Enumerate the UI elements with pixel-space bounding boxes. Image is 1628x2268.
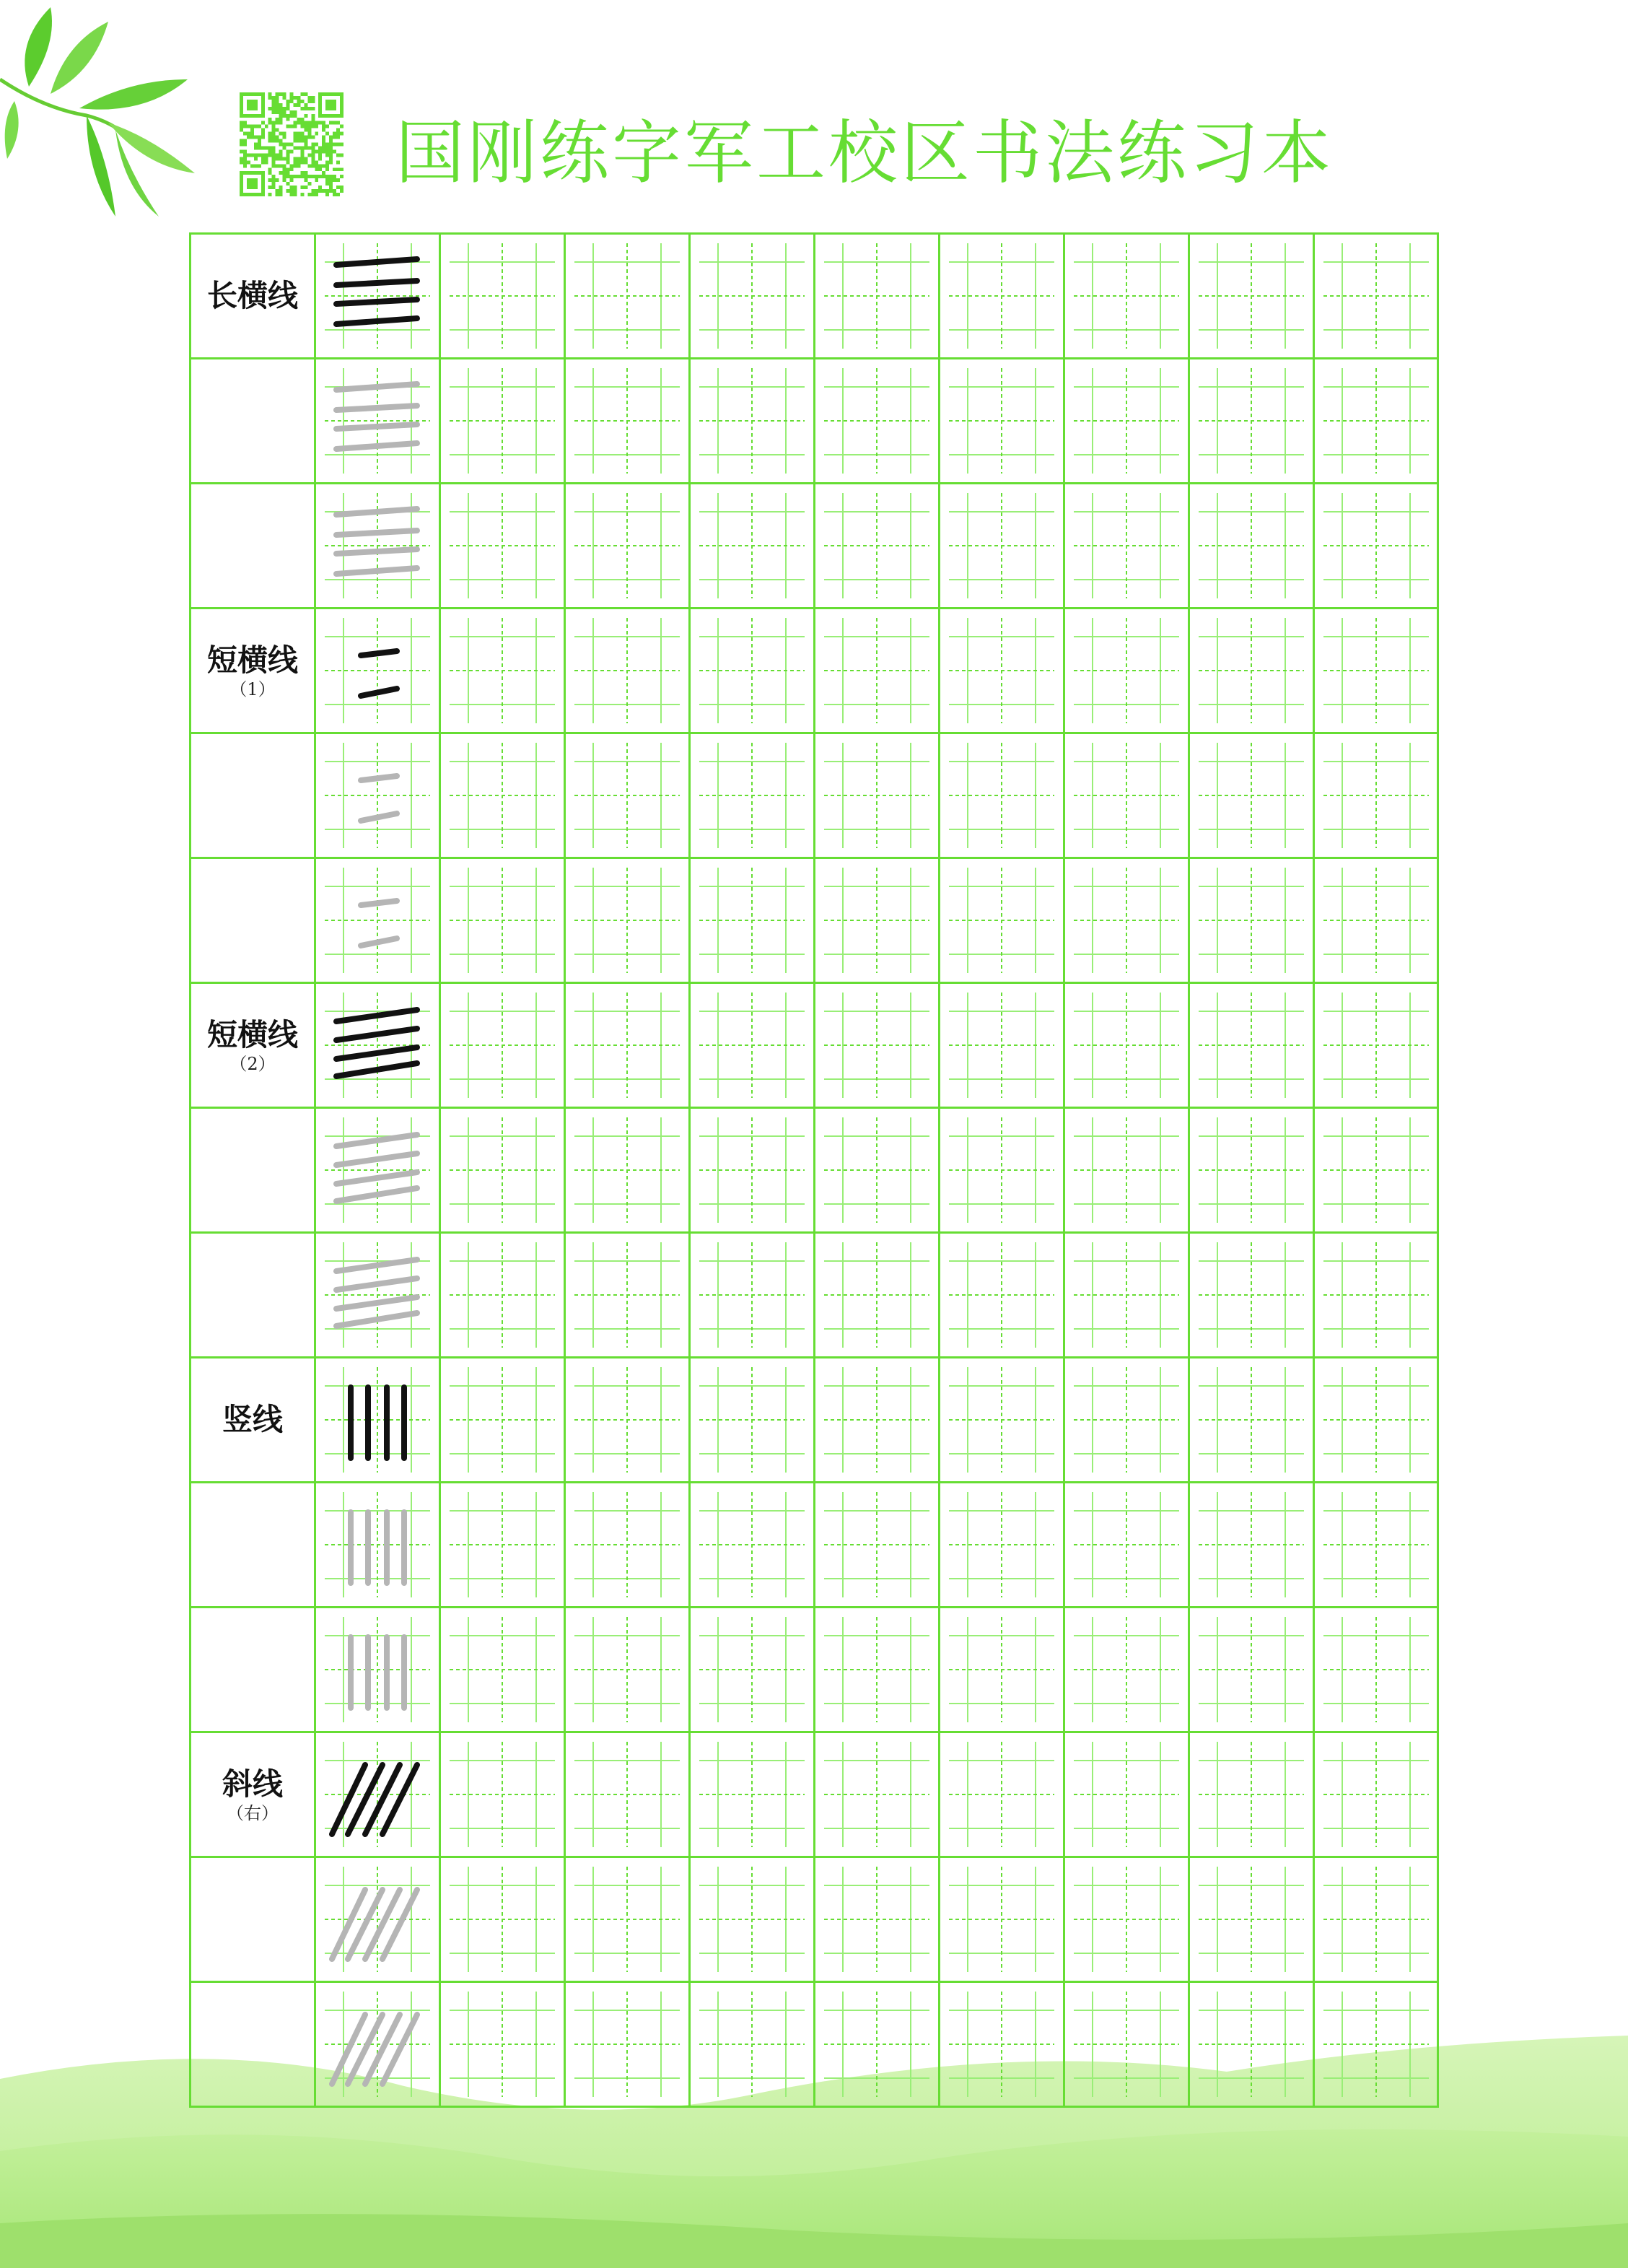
practice-cell	[441, 1608, 566, 1731]
practice-cell	[566, 1483, 691, 1606]
practice-cell	[815, 1858, 940, 1981]
practice-cell	[1315, 359, 1440, 482]
row-label	[191, 1109, 316, 1231]
practice-cell	[940, 1483, 1065, 1606]
trace-stroke-cell	[316, 1483, 441, 1606]
trace-stroke-cell	[316, 1608, 441, 1731]
practice-row	[191, 1983, 1437, 2108]
practice-row	[191, 1733, 1437, 1858]
practice-grid	[189, 232, 1439, 2108]
practice-row	[191, 734, 1437, 859]
practice-cell	[1065, 1858, 1190, 1981]
row-label	[191, 1733, 316, 1856]
model-stroke-cell	[316, 609, 441, 732]
practice-row	[191, 1358, 1437, 1483]
practice-cell	[441, 984, 566, 1107]
practice-cell	[940, 1983, 1065, 2106]
practice-cell	[691, 1983, 815, 2106]
practice-cell	[815, 609, 940, 732]
practice-row	[191, 1234, 1437, 1358]
practice-cell	[1190, 1109, 1315, 1231]
practice-cell	[1315, 859, 1440, 982]
practice-cell	[815, 1983, 940, 2106]
practice-cell	[691, 1608, 815, 1731]
practice-cell	[940, 609, 1065, 732]
practice-cell	[566, 1234, 691, 1356]
practice-cell	[1065, 609, 1190, 732]
practice-cell	[441, 1858, 566, 1981]
practice-cell	[815, 734, 940, 857]
practice-cell	[1190, 1983, 1315, 2106]
practice-cell	[1315, 1983, 1440, 2106]
practice-cell	[566, 859, 691, 982]
practice-cell	[691, 235, 815, 357]
stroke-name-label: 长横线	[206, 278, 298, 313]
practice-cell	[1065, 359, 1190, 482]
practice-cell	[815, 484, 940, 607]
row-label	[191, 484, 316, 607]
practice-cell	[1065, 734, 1190, 857]
row-label	[191, 1358, 316, 1481]
practice-cell	[441, 359, 566, 482]
practice-cell	[441, 859, 566, 982]
practice-cell	[441, 484, 566, 607]
practice-cell	[1190, 484, 1315, 607]
practice-cell	[1315, 1109, 1440, 1231]
trace-stroke-cell	[316, 859, 441, 982]
practice-cell	[441, 1983, 566, 2106]
practice-cell	[815, 359, 940, 482]
practice-cell	[1190, 1358, 1315, 1481]
practice-cell	[940, 1733, 1065, 1856]
practice-cell	[441, 1483, 566, 1606]
practice-cell	[1315, 609, 1440, 732]
practice-cell	[940, 984, 1065, 1107]
practice-cell	[1065, 484, 1190, 607]
practice-cell	[1190, 1608, 1315, 1731]
practice-cell	[566, 1858, 691, 1981]
practice-cell	[691, 984, 815, 1107]
practice-cell	[940, 1608, 1065, 1731]
practice-cell	[815, 984, 940, 1107]
practice-row	[191, 359, 1437, 484]
practice-cell	[815, 859, 940, 982]
row-label	[191, 1858, 316, 1981]
practice-cell	[1065, 1109, 1190, 1231]
practice-cell	[691, 1483, 815, 1606]
practice-cell	[1065, 1608, 1190, 1731]
row-label	[191, 734, 316, 857]
practice-row	[191, 1483, 1437, 1608]
practice-cell	[1190, 235, 1315, 357]
bamboo-leaves-decoration	[0, 7, 195, 217]
practice-cell	[1315, 1234, 1440, 1356]
practice-cell	[441, 734, 566, 857]
practice-cell	[691, 484, 815, 607]
practice-cell	[1315, 1358, 1440, 1481]
stroke-name-label: 斜线	[222, 1766, 283, 1802]
practice-cell	[566, 1109, 691, 1231]
practice-cell	[1315, 484, 1440, 607]
practice-cell	[815, 235, 940, 357]
trace-stroke-cell	[316, 1983, 441, 2106]
practice-cell	[940, 1858, 1065, 1981]
practice-cell	[1065, 859, 1190, 982]
practice-cell	[1190, 1234, 1315, 1356]
practice-cell	[1190, 359, 1315, 482]
stroke-variant-label: （右）	[227, 1803, 279, 1823]
practice-cell	[566, 1733, 691, 1856]
practice-cell	[691, 609, 815, 732]
row-label	[191, 609, 316, 732]
practice-cell	[940, 484, 1065, 607]
practice-cell	[1315, 1858, 1440, 1981]
practice-cell	[940, 1234, 1065, 1356]
trace-stroke-cell	[316, 734, 441, 857]
trace-stroke-cell	[316, 484, 441, 607]
practice-cell	[1065, 1483, 1190, 1606]
practice-cell	[691, 1358, 815, 1481]
practice-cell	[441, 609, 566, 732]
practice-row	[191, 1858, 1437, 1983]
practice-cell	[940, 1109, 1065, 1231]
practice-row	[191, 235, 1437, 359]
row-label	[191, 235, 316, 357]
practice-cell	[1315, 984, 1440, 1107]
practice-cell	[1065, 1358, 1190, 1481]
practice-cell	[815, 1608, 940, 1731]
practice-cell	[815, 1358, 940, 1481]
practice-cell	[940, 235, 1065, 357]
practice-cell	[1190, 984, 1315, 1107]
practice-row	[191, 859, 1437, 984]
practice-cell	[691, 1109, 815, 1231]
practice-cell	[1315, 1608, 1440, 1731]
row-label	[191, 859, 316, 982]
stroke-variant-label: （2）	[229, 1054, 276, 1074]
practice-row	[191, 1109, 1437, 1234]
practice-cell	[1065, 235, 1190, 357]
practice-cell	[1065, 1733, 1190, 1856]
practice-cell	[1315, 235, 1440, 357]
practice-cell	[691, 359, 815, 482]
practice-cell	[691, 859, 815, 982]
practice-cell	[815, 1733, 940, 1856]
row-label	[191, 1983, 316, 2106]
row-label	[191, 1234, 316, 1356]
practice-cell	[940, 859, 1065, 982]
practice-cell	[1190, 609, 1315, 732]
qr-code-image	[238, 92, 345, 196]
practice-cell	[1190, 859, 1315, 982]
practice-cell	[566, 984, 691, 1107]
practice-row	[191, 1608, 1437, 1733]
model-stroke-cell	[316, 235, 441, 357]
practice-cell	[1065, 984, 1190, 1107]
practice-cell	[566, 734, 691, 857]
stroke-variant-label: （1）	[229, 679, 276, 699]
practice-cell	[1190, 1483, 1315, 1606]
practice-cell	[1315, 1733, 1440, 1856]
practice-cell	[566, 1983, 691, 2106]
practice-cell	[441, 1234, 566, 1356]
practice-cell	[441, 1109, 566, 1231]
practice-cell	[1065, 1983, 1190, 2106]
practice-cell	[691, 1858, 815, 1981]
practice-cell	[691, 1234, 815, 1356]
practice-cell	[1315, 1483, 1440, 1606]
practice-cell	[441, 1733, 566, 1856]
practice-cell	[1190, 1858, 1315, 1981]
practice-cell	[566, 1608, 691, 1731]
trace-stroke-cell	[316, 1234, 441, 1356]
stroke-name-label: 竖线	[222, 1402, 283, 1437]
stroke-name-label: 短横线	[206, 642, 298, 678]
page-title: 国刚练字军工校区书法练习本	[395, 113, 1334, 193]
practice-cell	[566, 484, 691, 607]
practice-cell	[940, 1358, 1065, 1481]
practice-cell	[1315, 734, 1440, 857]
row-label	[191, 359, 316, 482]
practice-cell	[815, 1483, 940, 1606]
stroke-name-label: 短横线	[206, 1017, 298, 1052]
trace-stroke-cell	[316, 1858, 441, 1981]
row-label	[191, 1608, 316, 1731]
practice-cell	[566, 609, 691, 732]
practice-row	[191, 484, 1437, 609]
model-stroke-cell	[316, 1733, 441, 1856]
practice-row	[191, 984, 1437, 1109]
row-label	[191, 1483, 316, 1606]
practice-cell	[691, 734, 815, 857]
trace-stroke-cell	[316, 1109, 441, 1231]
model-stroke-cell	[316, 1358, 441, 1481]
practice-cell	[566, 359, 691, 482]
practice-cell	[691, 1733, 815, 1856]
practice-cell	[940, 359, 1065, 482]
practice-cell	[1190, 1733, 1315, 1856]
row-label	[191, 984, 316, 1107]
practice-cell	[566, 235, 691, 357]
practice-cell	[940, 734, 1065, 857]
practice-cell	[1190, 734, 1315, 857]
practice-cell	[815, 1234, 940, 1356]
practice-cell	[815, 1109, 940, 1231]
practice-row	[191, 609, 1437, 734]
practice-cell	[1065, 1234, 1190, 1356]
trace-stroke-cell	[316, 359, 441, 482]
practice-cell	[441, 1358, 566, 1481]
model-stroke-cell	[316, 984, 441, 1107]
practice-cell	[566, 1358, 691, 1481]
practice-cell	[441, 235, 566, 357]
